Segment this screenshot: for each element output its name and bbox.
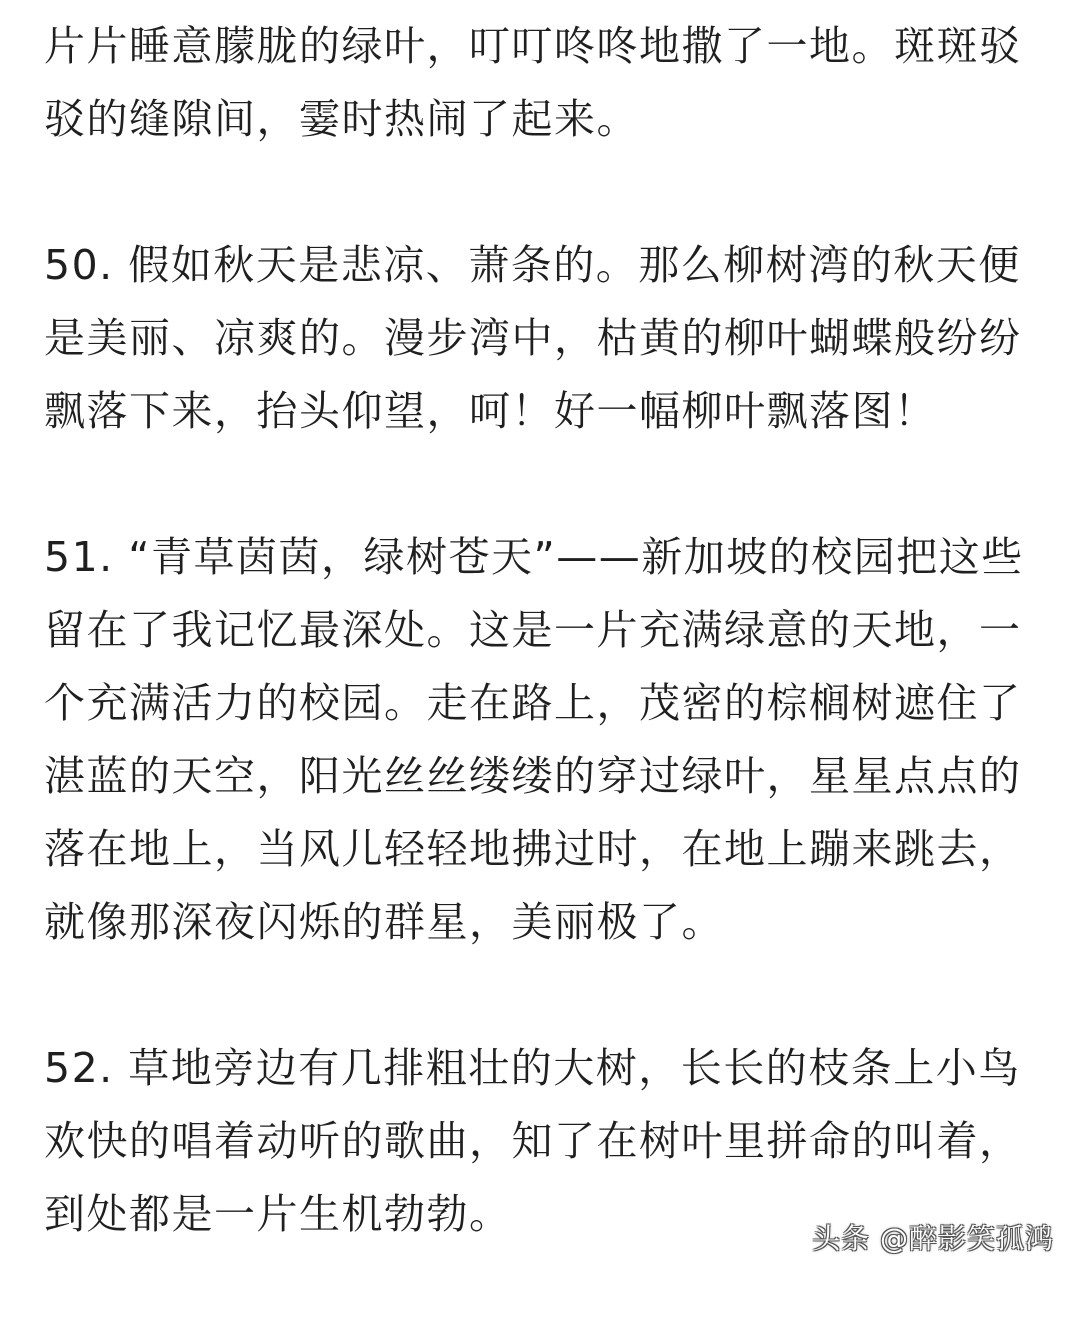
watermark-toutiao: 头条 @醉影笑孤鸿 [812, 1222, 1054, 1255]
article-body [44, 0, 1044, 1324]
paragraph-52: 52. 草地旁边有几排粗壮的大树，长长的枝条上小鸟欢快的唱着动听的歌曲，知了在树叶里拼命的叫着，到处都是一片生机勃勃。 [44, 1044, 1022, 1238]
paragraph-50: 50. 假如秋天是悲凉、萧条的。那么柳树湾的秋天便是美丽、凉爽的。漫步湾中，枯黄的柳叶蝴蝶般纷纷飘落下来，抬头仰望，呵！好一幅柳叶飘落图！ [44, 241, 1022, 435]
paragraph-continuation: 片片睡意朦胧的绿叶，叮叮咚咚地撒了一地。斑斑驳驳的缝隙间，霎时热闹了起来。 [44, 22, 1022, 143]
paragraph-51: 51. “青草茵茵，绿树苍天”——新加坡的校园把这些留在了我记忆最深处。这是一片充满绿意的天地，一个充满活力的校园。走在路上，茂密的棕榈树遮住了湛蓝的天空，阳光丝丝缕缕的穿过绿叶，星星点点的落在地上，当风儿轻轻地拂过时，在地上蹦来跳去，就像那深夜闪烁的群星，美丽极了。 [44, 533, 1024, 946]
